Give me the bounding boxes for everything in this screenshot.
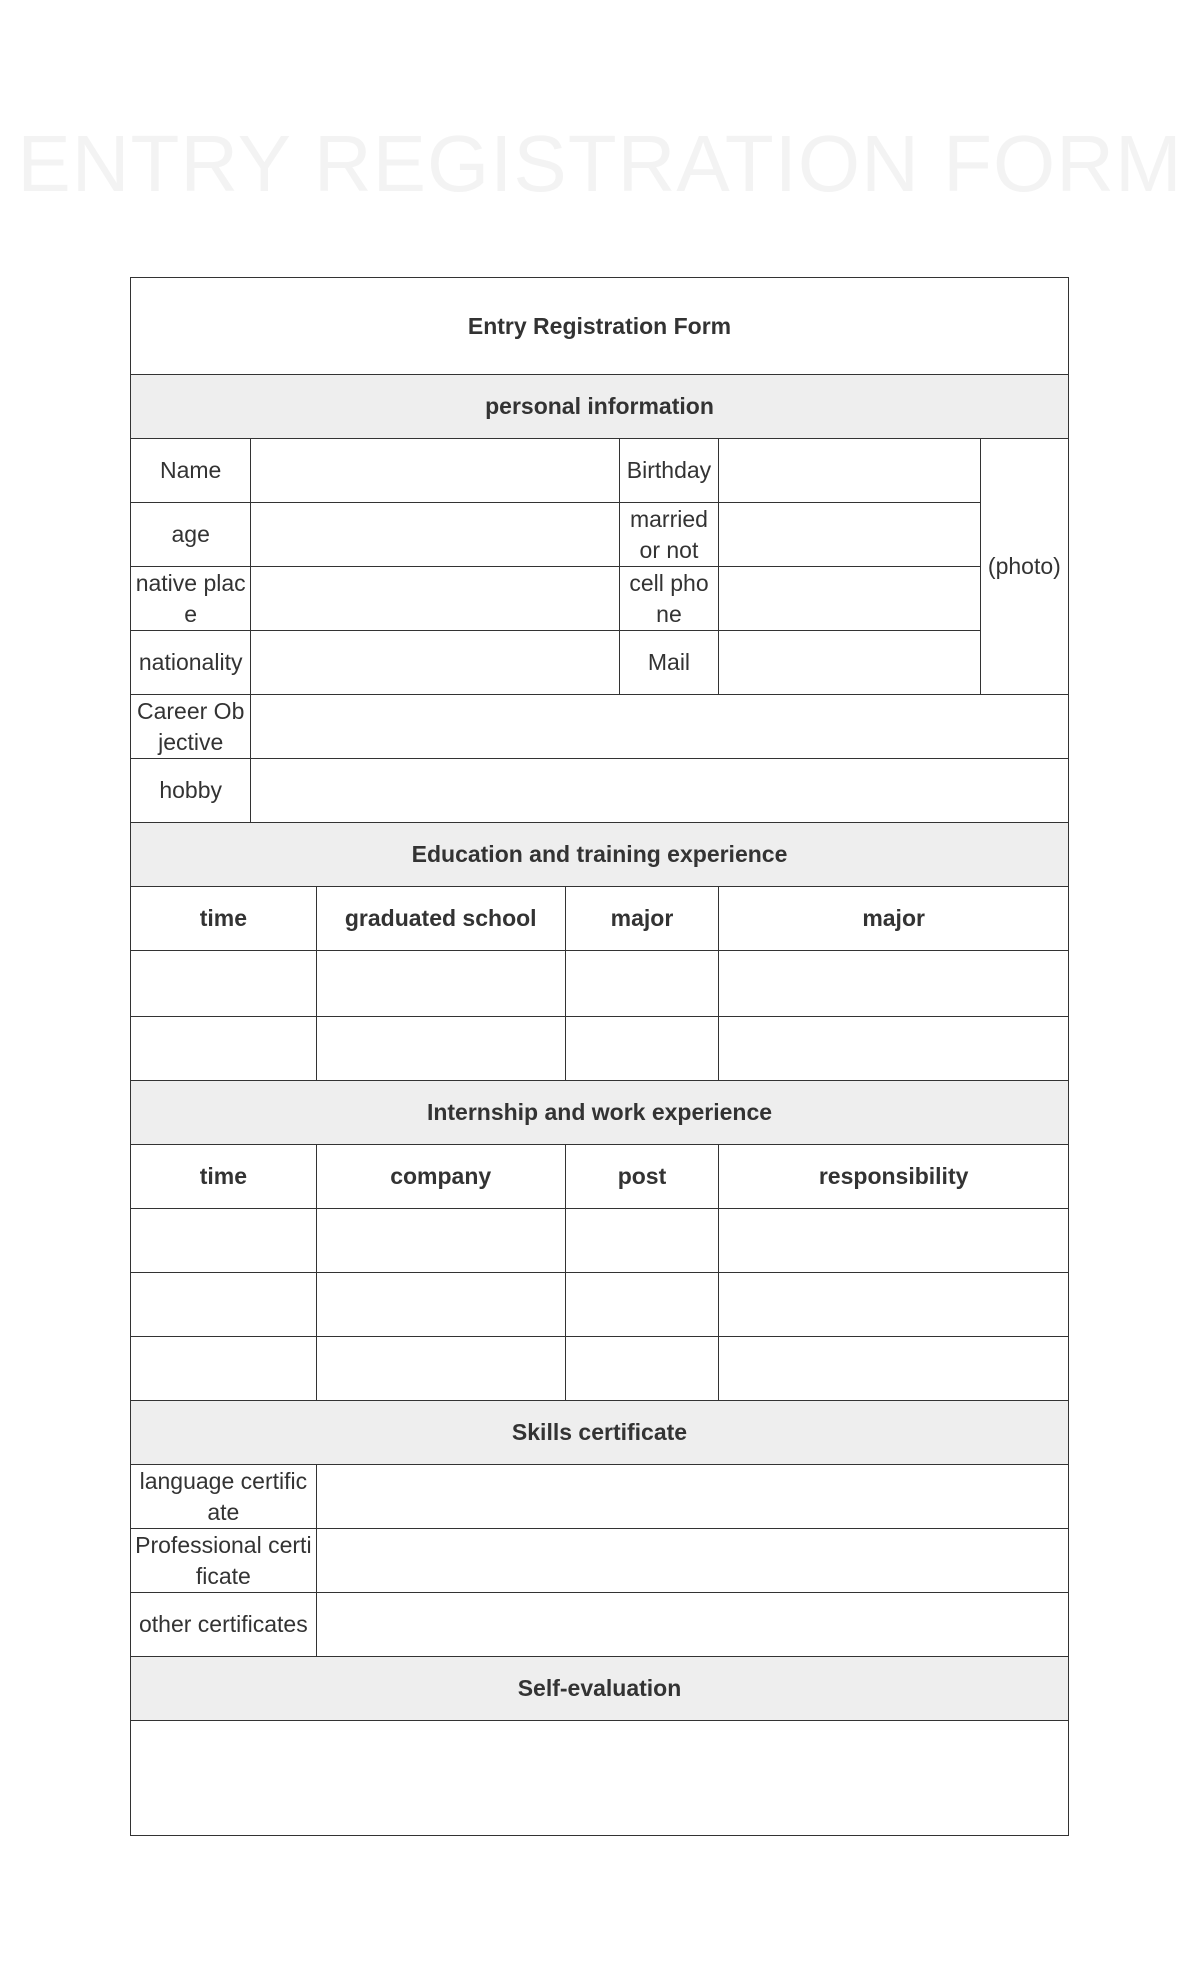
education-cell[interactable] <box>316 951 565 1017</box>
education-header-school: graduated school <box>316 887 565 951</box>
form-title: Entry Registration Form <box>131 278 1069 375</box>
work-cell[interactable] <box>719 1209 1069 1273</box>
birthday-field[interactable] <box>719 439 980 503</box>
education-cell[interactable] <box>131 951 317 1017</box>
self-evaluation-field[interactable] <box>131 1721 1069 1836</box>
name-label: Name <box>131 439 251 503</box>
work-header-post: post <box>565 1145 719 1209</box>
section-education: Education and training experience <box>131 823 1069 887</box>
work-cell[interactable] <box>719 1273 1069 1337</box>
education-cell[interactable] <box>565 951 719 1017</box>
age-field[interactable] <box>251 503 619 567</box>
education-cell[interactable] <box>565 1017 719 1081</box>
work-cell[interactable] <box>719 1337 1069 1401</box>
nationality-label: nationality <box>131 631 251 695</box>
work-header-time: time <box>131 1145 317 1209</box>
native-place-field[interactable] <box>251 567 619 631</box>
married-field[interactable] <box>719 503 980 567</box>
language-certificate-label: language certificate <box>131 1465 317 1529</box>
work-cell[interactable] <box>316 1209 565 1273</box>
work-cell[interactable] <box>565 1273 719 1337</box>
section-self-evaluation: Self-evaluation <box>131 1657 1069 1721</box>
section-work-experience: Internship and work experience <box>131 1081 1069 1145</box>
education-header-major-2: major <box>719 887 1069 951</box>
married-label: married or not <box>619 503 719 567</box>
work-header-company: company <box>316 1145 565 1209</box>
hobby-field[interactable] <box>251 759 1069 823</box>
education-cell[interactable] <box>316 1017 565 1081</box>
section-personal-information: personal information <box>131 375 1069 439</box>
birthday-label: Birthday <box>619 439 719 503</box>
name-field[interactable] <box>251 439 619 503</box>
entry-registration-table <box>130 277 1069 1836</box>
professional-certificate-label: Professional certificate <box>131 1529 317 1593</box>
other-certificates-field[interactable] <box>316 1593 1068 1657</box>
work-cell[interactable] <box>565 1337 719 1401</box>
section-skills-certificate: Skills certificate <box>131 1401 1069 1465</box>
education-header-time: time <box>131 887 317 951</box>
work-cell[interactable] <box>131 1273 317 1337</box>
mail-field[interactable] <box>719 631 980 695</box>
cell-phone-field[interactable] <box>719 567 980 631</box>
native-place-label: native place <box>131 567 251 631</box>
education-cell[interactable] <box>719 1017 1069 1081</box>
career-objective-label: Career Objective <box>131 695 251 759</box>
work-cell[interactable] <box>565 1209 719 1273</box>
watermark-title: ENTRY REGISTRATION FORM <box>17 119 1183 208</box>
education-header-major: major <box>565 887 719 951</box>
professional-certificate-field[interactable] <box>316 1529 1068 1593</box>
work-cell[interactable] <box>316 1273 565 1337</box>
work-cell[interactable] <box>131 1337 317 1401</box>
nationality-field[interactable] <box>251 631 619 695</box>
other-certificates-label: other certificates <box>131 1593 317 1657</box>
hobby-label: hobby <box>131 759 251 823</box>
language-certificate-field[interactable] <box>316 1465 1068 1529</box>
education-cell[interactable] <box>719 951 1069 1017</box>
mail-label: Mail <box>619 631 719 695</box>
cell-phone-label: cell phone <box>619 567 719 631</box>
work-cell[interactable] <box>316 1337 565 1401</box>
work-cell[interactable] <box>131 1209 317 1273</box>
education-cell[interactable] <box>131 1017 317 1081</box>
photo-placeholder[interactable]: (photo) <box>980 439 1068 695</box>
work-header-responsibility: responsibility <box>719 1145 1069 1209</box>
career-objective-field[interactable] <box>251 695 1069 759</box>
age-label: age <box>131 503 251 567</box>
